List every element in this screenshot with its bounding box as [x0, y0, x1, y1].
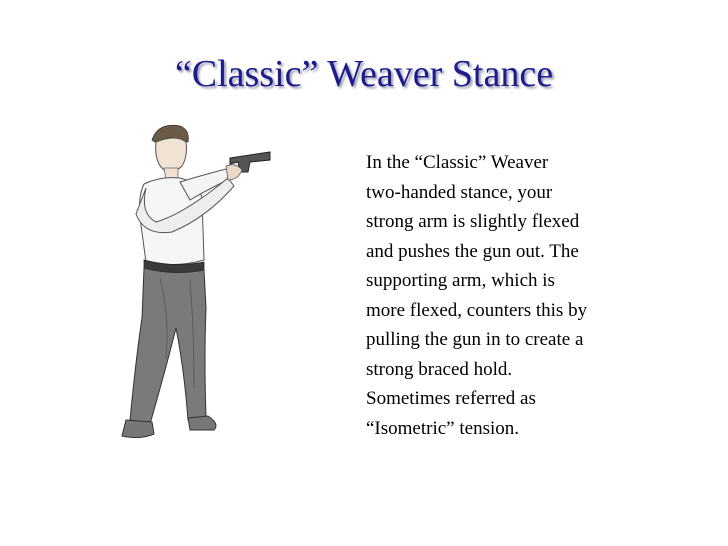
body-line: pulling the gun in to create a: [366, 329, 584, 350]
body-line: “Isometric” tension.: [366, 417, 520, 439]
body-line: strong arm is slightly flexed: [366, 211, 580, 232]
body-line: Sometimes referred as: [366, 388, 536, 409]
body-line: two-handed stance, your: [366, 181, 553, 203]
body-line: and pushes the gun out. The: [366, 240, 579, 262]
slide-title: “Classic” Weaver Stance: [174, 53, 554, 95]
weaver-stance-illustration: [110, 118, 290, 448]
body-text: [366, 148, 666, 443]
body-line: strong braced hold.: [366, 358, 513, 380]
body-line: more flexed, counters this by: [366, 299, 588, 321]
body-line: In the “Classic” Weaver: [366, 152, 549, 173]
body-line: supporting arm, which is: [366, 270, 555, 291]
